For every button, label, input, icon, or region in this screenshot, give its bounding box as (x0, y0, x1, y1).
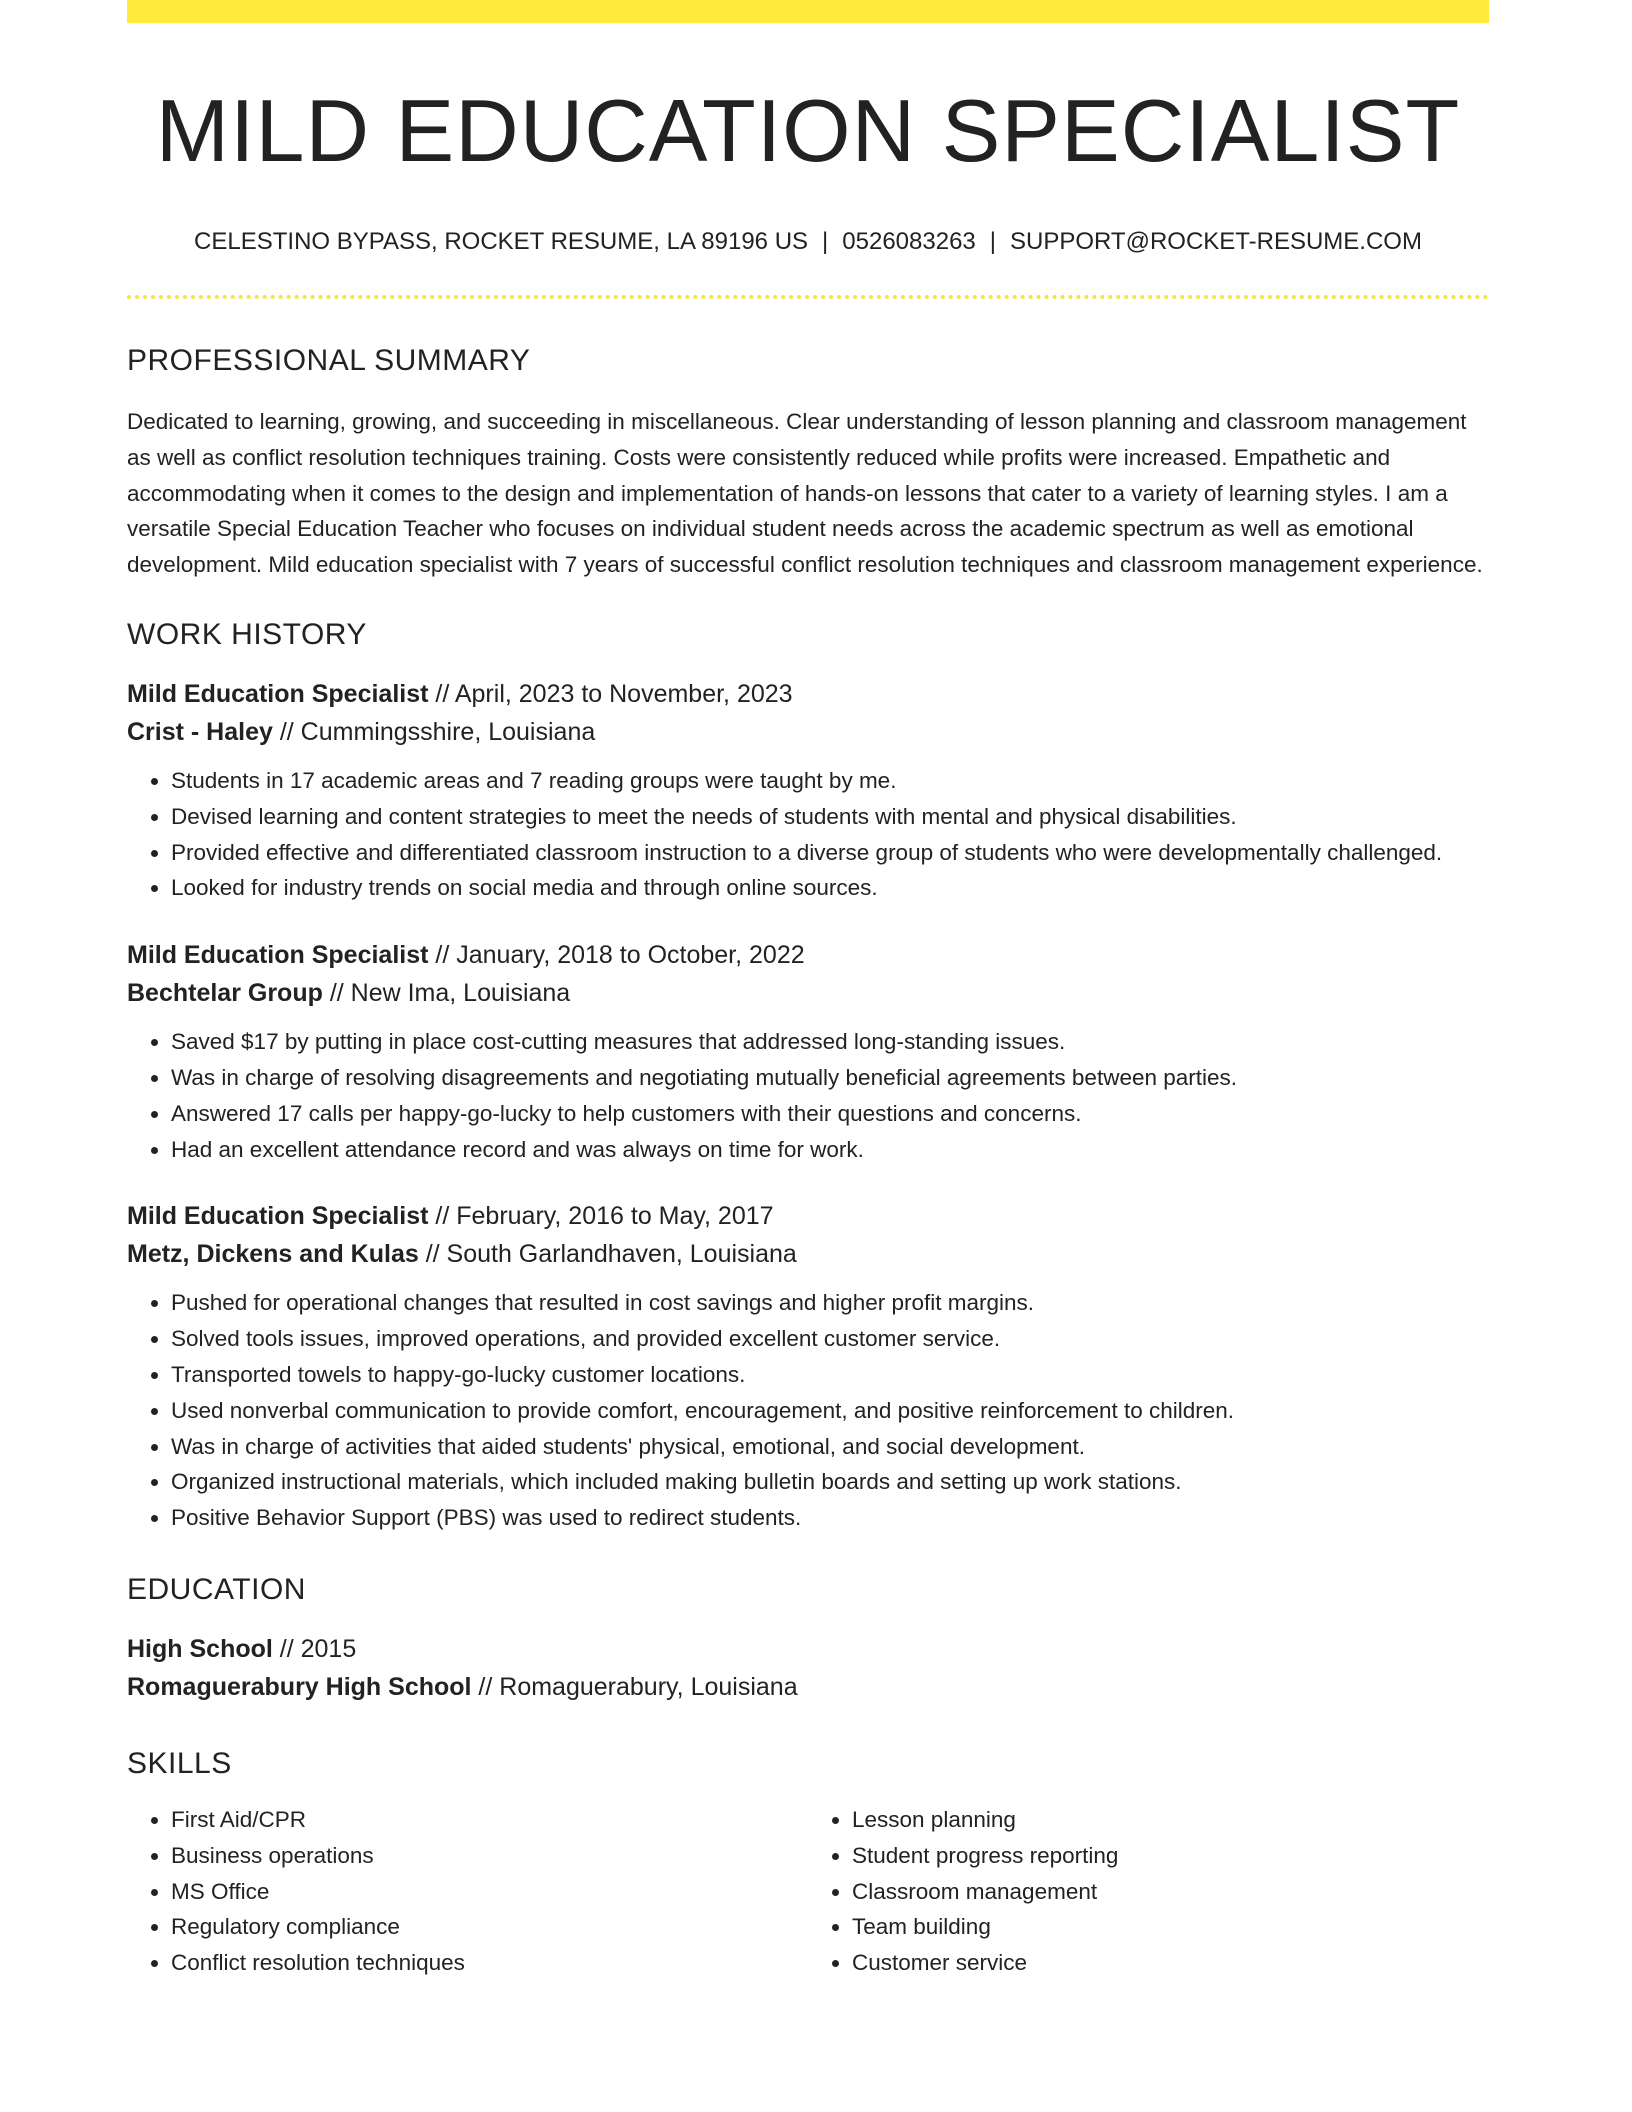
education-school-line (127, 1668, 1489, 1706)
education-school: Romaguerabury High School (127, 1672, 472, 1701)
job-bullet: • Had an excellent attendance record and was always on time for work. (171, 1132, 1489, 1168)
contact-address: CELESTINO BYPASS, ROCKET RESUME, LA 89196 US (194, 227, 809, 255)
job-company: Metz, Dickens and Kulas (127, 1240, 419, 1269)
job-bullet: • Answered 17 calls per happy-go-lucky to help customers with their questions and concerns. (171, 1096, 1489, 1132)
contact-email: SUPPORT@ROCKET-RESUME.COM (1010, 227, 1422, 255)
job-company: Bechtelar Group (127, 979, 323, 1008)
job-bullet: • Solved tools issues, improved operations, and provided excellent customer service. (171, 1321, 1489, 1357)
job-bullet: • Organized instructional materials, which included making bulletin boards and setting up work stations. (171, 1464, 1489, 1500)
education-year: // 2015 (272, 1634, 357, 1663)
job-title-line (127, 1197, 1489, 1235)
contact-separator: | (822, 227, 829, 255)
skill-item: • Business operations (171, 1838, 808, 1874)
work-history-heading: WORK HISTORY (127, 617, 367, 651)
job-bullet: • Used nonverbal communication to provide comfort, encouragement, and positive reinforcement to children. (171, 1393, 1489, 1429)
skill-item: • Lesson planning (852, 1802, 1489, 1838)
skills-left-column (127, 1802, 808, 1981)
job-bullet: • Was in charge of activities that aided students' physical, emotional, and social development. (171, 1429, 1489, 1465)
job-bullet: • Students in 17 academic areas and 7 reading groups were taught by me. (171, 763, 1489, 799)
job-bullet: • Transported towels to happy-go-lucky customer locations. (171, 1357, 1489, 1393)
job-bullets (127, 1024, 1489, 1167)
skills-grid (127, 1802, 1489, 1981)
job-company-line (127, 1235, 1489, 1273)
job-bullet: • Looked for industry trends on social media and through online sources. (171, 870, 1489, 906)
resume-page (127, 0, 1489, 1981)
skill-item: • Team building (852, 1909, 1489, 1945)
job-bullet: • Devised learning and content strategies to meet the needs of students with mental and physical disabilities. (171, 799, 1489, 835)
job-title-line (127, 936, 1489, 974)
education-degree: High School (127, 1634, 273, 1663)
education-degree-line (127, 1630, 1489, 1668)
skill-item: • Customer service (852, 1945, 1489, 1981)
education-entry (127, 1630, 1489, 1706)
contact-phone: 0526083263 (842, 227, 976, 255)
job-company-line (127, 974, 1489, 1012)
summary-heading: PROFESSIONAL SUMMARY (127, 343, 531, 377)
education-location: // Romaguerabury, Louisiana (471, 1672, 798, 1701)
job-title-line (127, 675, 1489, 713)
summary-text: Dedicated to learning, growing, and succeeding in miscellaneous. Clear understanding of lesson planning and classroom management as well as conflict resolution techniques training. Costs were consistently reduced while profits were increased. Empathetic and accommodating when it comes to the design and implementation of hands-on lessons that cater to a variety of learning styles. I am a versatile Special Education Teacher who focuses on individual student needs across the academic spectrum as well as emotional development. Mild education specialist with 7 years of successful conflict resolution techniques and classroom management experience. (127, 408, 1483, 578)
job-location: // Cummingsshire, Louisiana (272, 717, 596, 746)
job-bullets (127, 1285, 1489, 1536)
contact-separator: | (989, 227, 996, 255)
job-position: Mild Education Specialist (127, 941, 429, 970)
skill-item: • Student progress reporting (852, 1838, 1489, 1874)
job-entry (127, 936, 1489, 1167)
job-company-line (127, 713, 1489, 751)
job-location: // South Garlandhaven, Louisiana (418, 1240, 797, 1269)
top-accent-bar (127, 0, 1489, 23)
job-dates: // January, 2018 to October, 2022 (428, 941, 805, 970)
skills-heading: SKILLS (127, 1746, 232, 1780)
skill-item: • MS Office (171, 1874, 808, 1910)
job-bullets (127, 763, 1489, 906)
job-entry (127, 675, 1489, 906)
header-divider (127, 295, 1489, 299)
job-dates: // April, 2023 to November, 2023 (428, 679, 793, 708)
skill-item: • Regulatory compliance (171, 1909, 808, 1945)
skills-right-column (808, 1802, 1489, 1981)
job-bullet: • Positive Behavior Support (PBS) was used to redirect students. (171, 1500, 1489, 1536)
contact-line (127, 226, 1489, 257)
resume-title: MILD EDUCATION SPECIALIST (155, 81, 1461, 180)
job-bullet: • Pushed for operational changes that resulted in cost savings and higher profit margins. (171, 1285, 1489, 1321)
skill-item: • Classroom management (852, 1874, 1489, 1910)
skill-item: • Conflict resolution techniques (171, 1945, 808, 1981)
job-bullet: • Saved $17 by putting in place cost-cutting measures that addressed long-standing issues. (171, 1024, 1489, 1060)
job-entry (127, 1197, 1489, 1536)
education-heading: EDUCATION (127, 1572, 306, 1606)
job-dates: // February, 2016 to May, 2017 (428, 1202, 774, 1231)
job-position: Mild Education Specialist (127, 679, 429, 708)
job-bullet: • Was in charge of resolving disagreements and negotiating mutually beneficial agreements between parties. (171, 1060, 1489, 1096)
job-company: Crist - Haley (127, 717, 273, 746)
skill-item: • First Aid/CPR (171, 1802, 808, 1838)
job-location: // New Ima, Louisiana (322, 979, 571, 1008)
job-position: Mild Education Specialist (127, 1202, 429, 1231)
job-bullet: • Provided effective and differentiated classroom instruction to a diverse group of students who were developmentally challenged. (171, 835, 1489, 871)
